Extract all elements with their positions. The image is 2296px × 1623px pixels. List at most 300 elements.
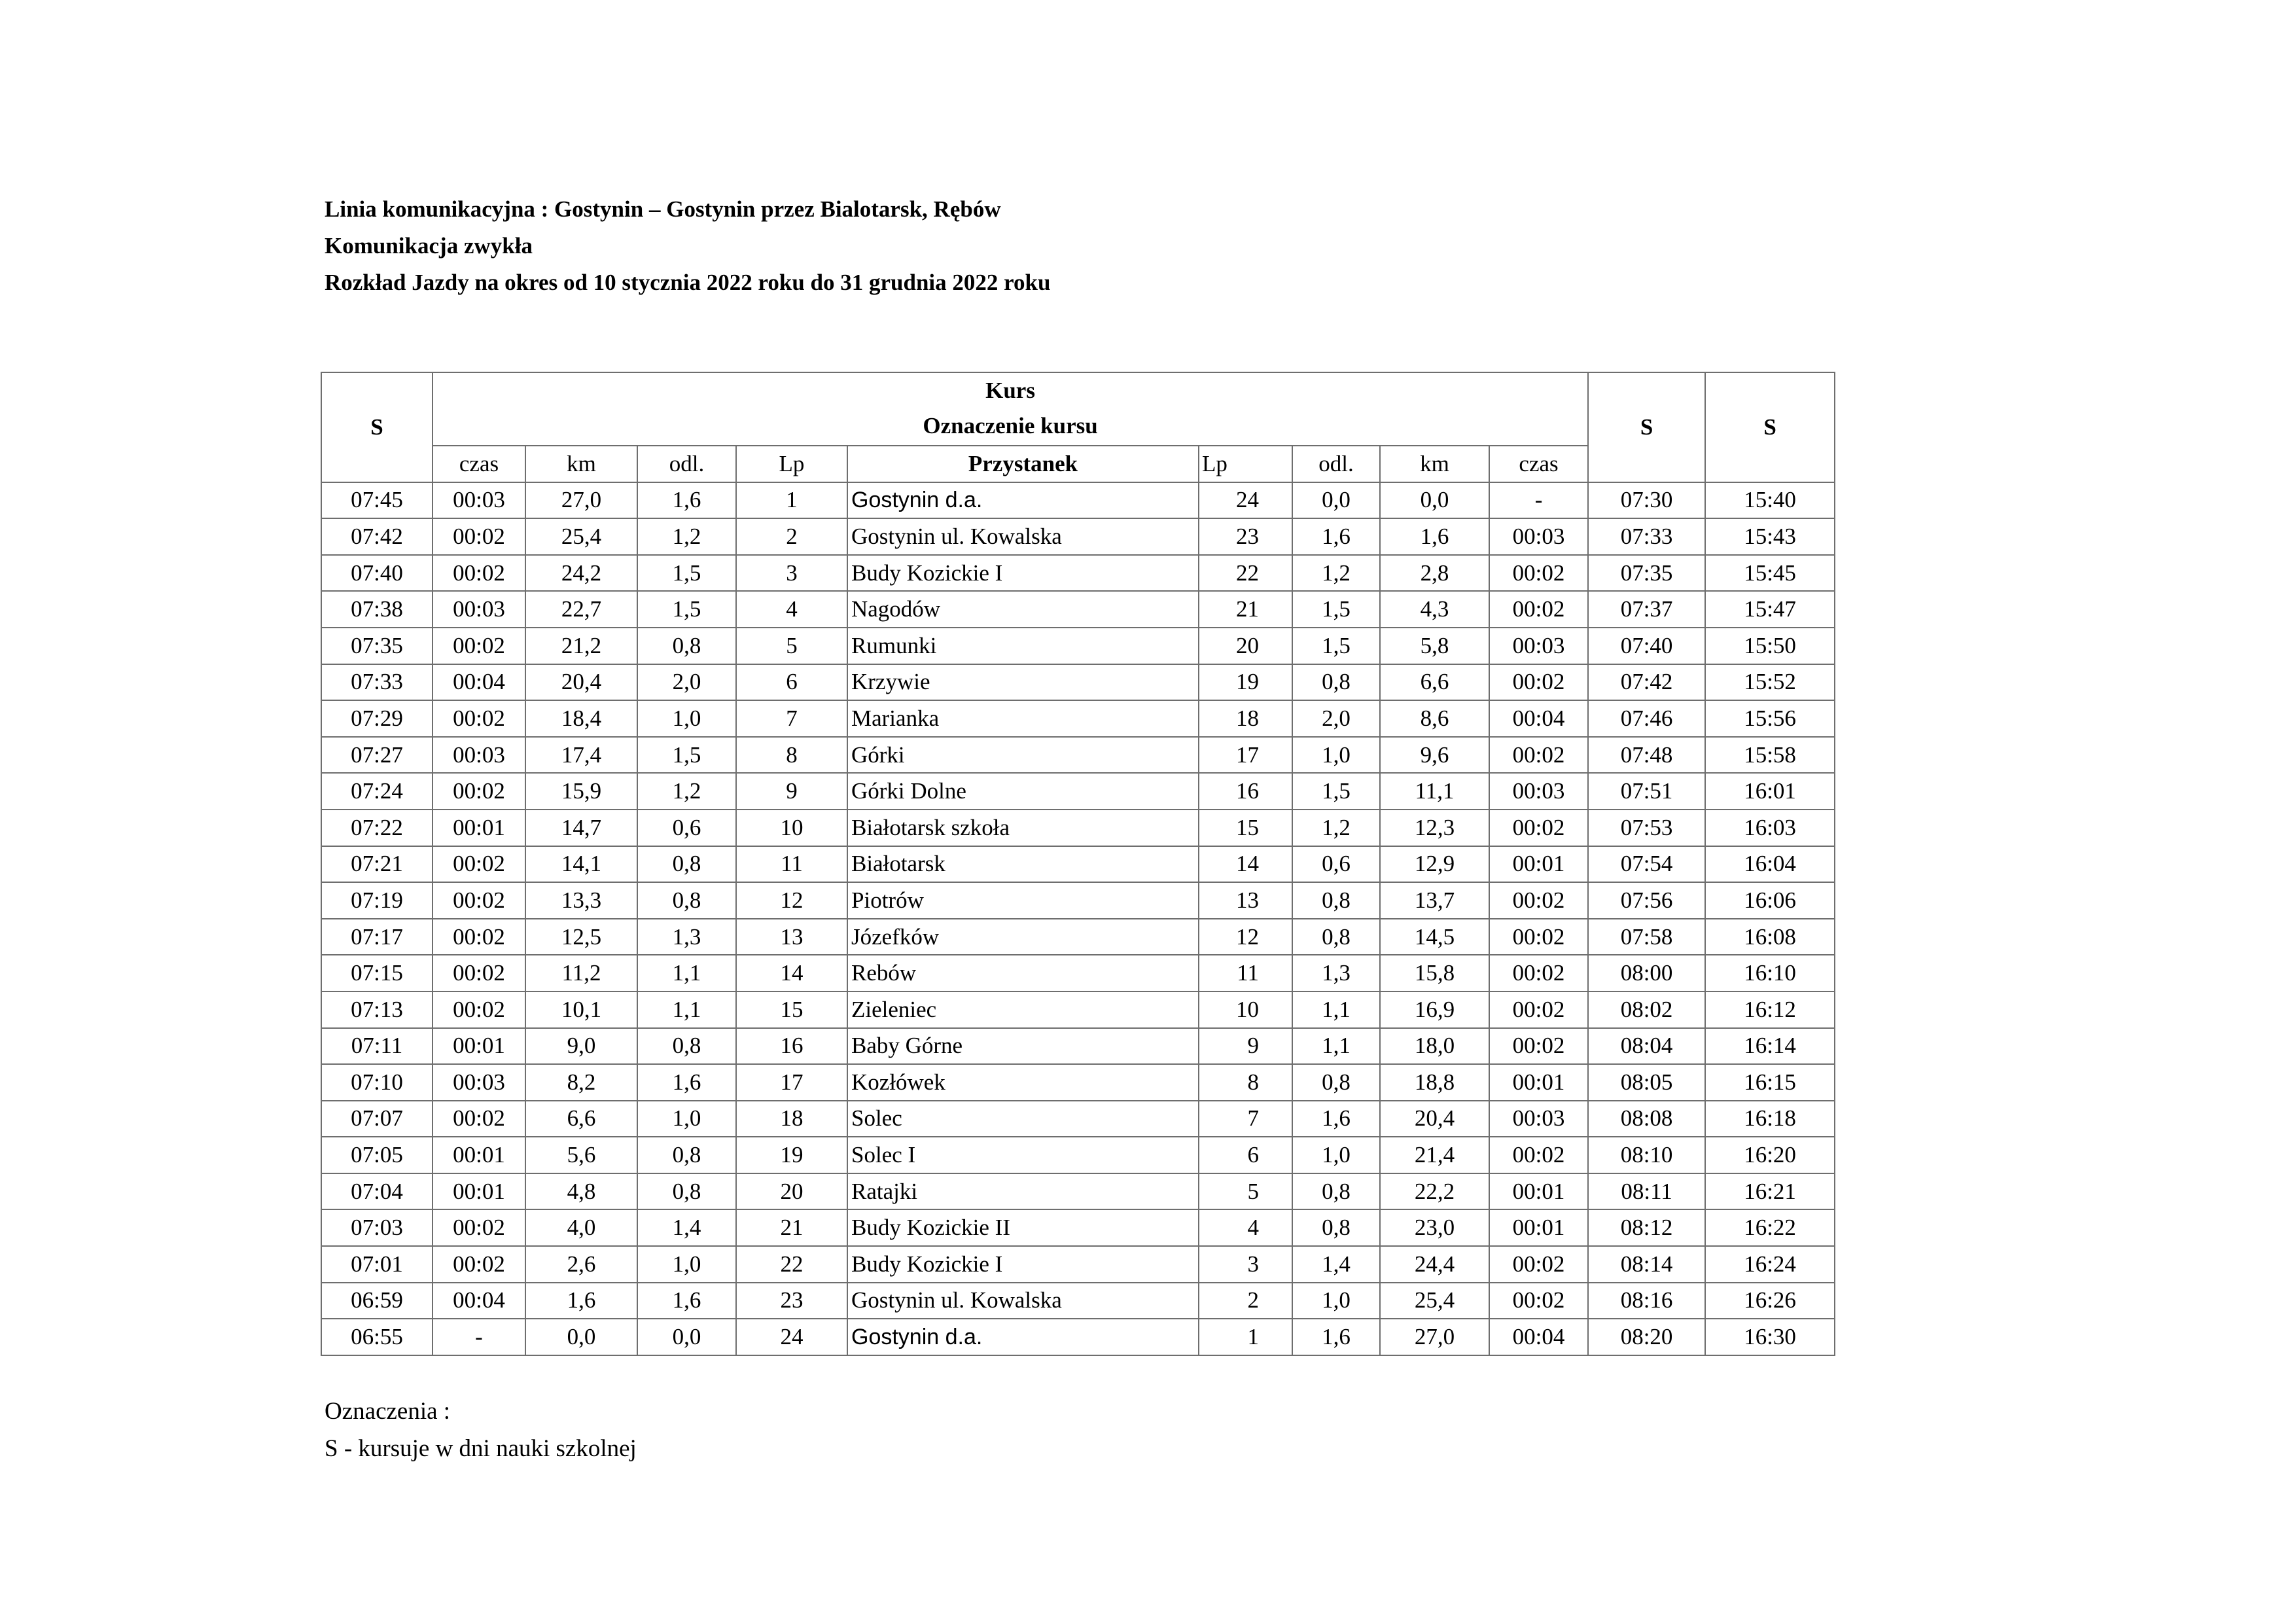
cell-km-return: 27,0: [1380, 1319, 1489, 1355]
cell-odl: 1,6: [637, 482, 736, 519]
table-row: [321, 1137, 1835, 1173]
cell-lp-return: 9: [1199, 1028, 1292, 1065]
table-row: [321, 1064, 1835, 1101]
cell-odl-return: 1,5: [1292, 591, 1380, 628]
cell-lp: 5: [736, 628, 847, 664]
validity-period: Rozkład Jazdy na okres od 10 stycznia 2022 roku do 31 grudnia 2022 roku: [325, 270, 1051, 295]
cell-km-return: 12,3: [1380, 810, 1489, 846]
timetable-body: [321, 482, 1835, 1355]
cell-stop: Górki: [847, 737, 1199, 774]
subheader-km: km: [525, 446, 637, 482]
cell-dep-s-right-2: 15:52: [1705, 664, 1835, 701]
cell-dep-s-left: 07:33: [321, 664, 433, 701]
cell-dep-s-right-1: 07:33: [1588, 518, 1705, 555]
cell-lp: 21: [736, 1209, 847, 1246]
table-row: [321, 1209, 1835, 1246]
cell-dep-s-right-1: 08:16: [1588, 1283, 1705, 1319]
cell-km: 22,7: [525, 591, 637, 628]
cell-czas: 00:01: [433, 1137, 525, 1173]
cell-dep-s-right-2: 16:24: [1705, 1246, 1835, 1283]
cell-km: 4,0: [525, 1209, 637, 1246]
cell-lp: 18: [736, 1101, 847, 1137]
cell-czas: 00:02: [433, 919, 525, 955]
cell-dep-s-right-2: 16:21: [1705, 1173, 1835, 1210]
cell-lp: 22: [736, 1246, 847, 1283]
col-s-right-2: S: [1705, 372, 1835, 482]
cell-dep-s-right-1: 08:04: [1588, 1028, 1705, 1065]
subheader-odl-return: odl.: [1292, 446, 1380, 482]
cell-dep-s-right-1: 07:42: [1588, 664, 1705, 701]
cell-lp: 17: [736, 1064, 847, 1101]
cell-km-return: 24,4: [1380, 1246, 1489, 1283]
cell-czas-return: -: [1489, 482, 1588, 519]
legend-title: Oznaczenia :: [325, 1398, 451, 1425]
cell-km: 17,4: [525, 737, 637, 774]
cell-lp-return: 7: [1199, 1101, 1292, 1137]
cell-lp-return: 15: [1199, 810, 1292, 846]
cell-stop: Solec I: [847, 1137, 1199, 1173]
table-row: [321, 1028, 1835, 1065]
kurs-label: Kurs: [985, 378, 1035, 403]
cell-dep-s-left: 07:13: [321, 991, 433, 1028]
table-row: [321, 882, 1835, 919]
cell-lp-return: 20: [1199, 628, 1292, 664]
cell-lp: 20: [736, 1173, 847, 1210]
cell-km-return: 13,7: [1380, 882, 1489, 919]
table-row: [321, 1319, 1835, 1355]
service-type: Komunikacja zwykła: [325, 233, 533, 259]
table-row: [321, 1283, 1835, 1319]
cell-dep-s-right-2: 16:15: [1705, 1064, 1835, 1101]
cell-odl: 1,0: [637, 1246, 736, 1283]
cell-lp: 16: [736, 1028, 847, 1065]
table-row: [321, 737, 1835, 774]
cell-km: 5,6: [525, 1137, 637, 1173]
cell-km-return: 4,3: [1380, 591, 1489, 628]
cell-odl: 1,2: [637, 518, 736, 555]
cell-stop: Budy Kozickie II: [847, 1209, 1199, 1246]
cell-lp-return: 6: [1199, 1137, 1292, 1173]
cell-odl: 1,6: [637, 1064, 736, 1101]
cell-lp-return: 18: [1199, 700, 1292, 737]
cell-lp-return: 12: [1199, 919, 1292, 955]
cell-czas: 00:02: [433, 628, 525, 664]
timetable: [321, 372, 1835, 1356]
cell-odl-return: 1,4: [1292, 1246, 1380, 1283]
cell-lp: 19: [736, 1137, 847, 1173]
cell-dep-s-right-1: 08:10: [1588, 1137, 1705, 1173]
cell-odl-return: 0,0: [1292, 482, 1380, 519]
cell-stop: Gostynin d.a.: [847, 1319, 1199, 1355]
cell-czas-return: 00:02: [1489, 1137, 1588, 1173]
cell-km: 13,3: [525, 882, 637, 919]
cell-dep-s-right-1: 08:05: [1588, 1064, 1705, 1101]
cell-dep-s-left: 07:07: [321, 1101, 433, 1137]
cell-dep-s-right-1: 08:14: [1588, 1246, 1705, 1283]
cell-dep-s-right-1: 07:35: [1588, 555, 1705, 592]
cell-stop: Górki Dolne: [847, 773, 1199, 810]
cell-odl-return: 1,2: [1292, 555, 1380, 592]
cell-czas-return: 00:04: [1489, 1319, 1588, 1355]
cell-lp-return: 22: [1199, 555, 1292, 592]
cell-czas-return: 00:01: [1489, 1064, 1588, 1101]
cell-odl: 0,8: [637, 1173, 736, 1210]
cell-km: 24,2: [525, 555, 637, 592]
cell-stop: Białotarsk szkoła: [847, 810, 1199, 846]
cell-czas: 00:02: [433, 555, 525, 592]
cell-dep-s-right-1: 08:02: [1588, 991, 1705, 1028]
cell-dep-s-left: 07:19: [321, 882, 433, 919]
cell-stop: Budy Kozickie I: [847, 555, 1199, 592]
cell-odl-return: 1,1: [1292, 1028, 1380, 1065]
cell-lp-return: 17: [1199, 737, 1292, 774]
cell-lp-return: 14: [1199, 846, 1292, 883]
cell-czas-return: 00:01: [1489, 1209, 1588, 1246]
cell-czas: 00:02: [433, 882, 525, 919]
cell-odl: 2,0: [637, 664, 736, 701]
cell-lp: 1: [736, 482, 847, 519]
cell-czas: 00:02: [433, 846, 525, 883]
cell-lp: 7: [736, 700, 847, 737]
cell-km-return: 0,0: [1380, 482, 1489, 519]
cell-odl-return: 1,3: [1292, 955, 1380, 991]
cell-odl-return: 1,0: [1292, 737, 1380, 774]
cell-czas: 00:02: [433, 1209, 525, 1246]
cell-czas-return: 00:02: [1489, 991, 1588, 1028]
subheader-lp: Lp: [736, 446, 847, 482]
cell-dep-s-right-1: 07:53: [1588, 810, 1705, 846]
cell-odl-return: 0,8: [1292, 664, 1380, 701]
cell-dep-s-right-1: 07:40: [1588, 628, 1705, 664]
cell-czas: 00:03: [433, 1064, 525, 1101]
cell-odl-return: 1,1: [1292, 991, 1380, 1028]
cell-odl-return: 0,8: [1292, 919, 1380, 955]
cell-lp: 6: [736, 664, 847, 701]
cell-dep-s-left: 07:22: [321, 810, 433, 846]
cell-km-return: 16,9: [1380, 991, 1489, 1028]
table-row: [321, 1246, 1835, 1283]
cell-odl-return: 1,5: [1292, 773, 1380, 810]
cell-dep-s-left: 07:15: [321, 955, 433, 991]
cell-odl: 1,5: [637, 591, 736, 628]
subheader-czas: czas: [433, 446, 525, 482]
cell-dep-s-right-1: 08:20: [1588, 1319, 1705, 1355]
subheader-km-return: km: [1380, 446, 1489, 482]
kurs-header: [433, 372, 1588, 446]
cell-km-return: 18,8: [1380, 1064, 1489, 1101]
cell-dep-s-right-1: 08:11: [1588, 1173, 1705, 1210]
cell-dep-s-left: 07:35: [321, 628, 433, 664]
table-row: [321, 628, 1835, 664]
cell-odl-return: 2,0: [1292, 700, 1380, 737]
cell-lp-return: 11: [1199, 955, 1292, 991]
cell-czas: 00:03: [433, 737, 525, 774]
cell-czas-return: 00:01: [1489, 1173, 1588, 1210]
cell-odl-return: 1,6: [1292, 1319, 1380, 1355]
cell-dep-s-right-2: 15:43: [1705, 518, 1835, 555]
cell-dep-s-left: 06:59: [321, 1283, 433, 1319]
cell-km: 18,4: [525, 700, 637, 737]
cell-czas: 00:01: [433, 1173, 525, 1210]
cell-czas-return: 00:03: [1489, 518, 1588, 555]
cell-dep-s-left: 07:40: [321, 555, 433, 592]
cell-km: 10,1: [525, 991, 637, 1028]
cell-dep-s-left: 07:29: [321, 700, 433, 737]
legend-item: S - kursuje w dni nauki szkolnej: [325, 1435, 637, 1462]
table-row: [321, 518, 1835, 555]
cell-dep-s-left: 07:10: [321, 1064, 433, 1101]
cell-lp-return: 24: [1199, 482, 1292, 519]
cell-lp: 9: [736, 773, 847, 810]
cell-dep-s-right-1: 07:58: [1588, 919, 1705, 955]
cell-km-return: 22,2: [1380, 1173, 1489, 1210]
cell-czas-return: 00:02: [1489, 591, 1588, 628]
cell-dep-s-right-1: 08:12: [1588, 1209, 1705, 1246]
cell-dep-s-right-2: 16:03: [1705, 810, 1835, 846]
cell-lp-return: 19: [1199, 664, 1292, 701]
cell-czas: 00:02: [433, 773, 525, 810]
cell-dep-s-right-2: 15:47: [1705, 591, 1835, 628]
cell-km: 21,2: [525, 628, 637, 664]
cell-stop: Gostynin ul. Kowalska: [847, 1283, 1199, 1319]
cell-lp-return: 8: [1199, 1064, 1292, 1101]
cell-lp: 23: [736, 1283, 847, 1319]
col-s-right-1: S: [1588, 372, 1705, 482]
cell-lp-return: 23: [1199, 518, 1292, 555]
cell-stop: Gostynin ul. Kowalska: [847, 518, 1199, 555]
cell-km-return: 15,8: [1380, 955, 1489, 991]
cell-dep-s-left: 07:05: [321, 1137, 433, 1173]
cell-stop: Kozłówek: [847, 1064, 1199, 1101]
cell-czas: 00:04: [433, 1283, 525, 1319]
table-row: [321, 1101, 1835, 1137]
table-row: [321, 1173, 1835, 1210]
cell-odl-return: 0,8: [1292, 1209, 1380, 1246]
cell-km: 12,5: [525, 919, 637, 955]
cell-czas-return: 00:02: [1489, 555, 1588, 592]
cell-dep-s-right-1: 07:54: [1588, 846, 1705, 883]
cell-dep-s-left: 07:24: [321, 773, 433, 810]
cell-dep-s-right-2: 16:04: [1705, 846, 1835, 883]
cell-czas-return: 00:02: [1489, 1283, 1588, 1319]
cell-czas-return: 00:03: [1489, 628, 1588, 664]
subheader-przystanek: Przystanek: [847, 446, 1199, 482]
cell-odl-return: 0,6: [1292, 846, 1380, 883]
cell-lp-return: 16: [1199, 773, 1292, 810]
cell-odl-return: 0,8: [1292, 882, 1380, 919]
cell-lp-return: 5: [1199, 1173, 1292, 1210]
cell-dep-s-right-1: 07:30: [1588, 482, 1705, 519]
cell-dep-s-left: 07:21: [321, 846, 433, 883]
cell-dep-s-right-2: 16:30: [1705, 1319, 1835, 1355]
cell-lp: 24: [736, 1319, 847, 1355]
oznaczenie-label: Oznaczenie kursu: [923, 413, 1098, 438]
cell-odl: 0,8: [637, 846, 736, 883]
table-row: [321, 555, 1835, 592]
subheader-lp-return: Lp: [1199, 446, 1292, 482]
cell-dep-s-right-2: 16:06: [1705, 882, 1835, 919]
table-row: [321, 810, 1835, 846]
cell-dep-s-right-1: 08:08: [1588, 1101, 1705, 1137]
cell-km: 14,7: [525, 810, 637, 846]
table-row: [321, 846, 1835, 883]
cell-km: 11,2: [525, 955, 637, 991]
cell-odl: 0,6: [637, 810, 736, 846]
cell-dep-s-right-1: 07:51: [1588, 773, 1705, 810]
cell-czas: 00:02: [433, 1101, 525, 1137]
cell-dep-s-right-2: 16:14: [1705, 1028, 1835, 1065]
cell-dep-s-left: 07:01: [321, 1246, 433, 1283]
cell-dep-s-left: 07:45: [321, 482, 433, 519]
cell-km: 4,8: [525, 1173, 637, 1210]
cell-odl-return: 1,0: [1292, 1283, 1380, 1319]
cell-km-return: 8,6: [1380, 700, 1489, 737]
cell-odl: 1,4: [637, 1209, 736, 1246]
cell-dep-s-right-2: 16:08: [1705, 919, 1835, 955]
cell-stop: Krzywie: [847, 664, 1199, 701]
cell-stop: Piotrów: [847, 882, 1199, 919]
cell-km: 27,0: [525, 482, 637, 519]
cell-lp-return: 10: [1199, 991, 1292, 1028]
table-row: [321, 955, 1835, 991]
cell-odl: 1,6: [637, 1283, 736, 1319]
cell-dep-s-right-2: 16:18: [1705, 1101, 1835, 1137]
cell-dep-s-left: 07:11: [321, 1028, 433, 1065]
cell-km-return: 6,6: [1380, 664, 1489, 701]
cell-dep-s-left: 07:04: [321, 1173, 433, 1210]
cell-km: 25,4: [525, 518, 637, 555]
cell-odl-return: 1,2: [1292, 810, 1380, 846]
cell-odl-return: 0,8: [1292, 1173, 1380, 1210]
cell-czas-return: 00:02: [1489, 1246, 1588, 1283]
cell-dep-s-right-2: 15:45: [1705, 555, 1835, 592]
cell-stop: Zieleniec: [847, 991, 1199, 1028]
cell-km-return: 2,8: [1380, 555, 1489, 592]
cell-stop: Nagodów: [847, 591, 1199, 628]
cell-dep-s-right-1: 07:48: [1588, 737, 1705, 774]
cell-km: 9,0: [525, 1028, 637, 1065]
cell-lp: 3: [736, 555, 847, 592]
table-row: [321, 919, 1835, 955]
cell-km-return: 1,6: [1380, 518, 1489, 555]
cell-km-return: 21,4: [1380, 1137, 1489, 1173]
cell-dep-s-right-1: 07:56: [1588, 882, 1705, 919]
cell-km-return: 25,4: [1380, 1283, 1489, 1319]
cell-dep-s-left: 07:27: [321, 737, 433, 774]
cell-odl: 1,1: [637, 955, 736, 991]
cell-dep-s-right-2: 16:12: [1705, 991, 1835, 1028]
cell-odl-return: 1,0: [1292, 1137, 1380, 1173]
cell-stop: Baby Górne: [847, 1028, 1199, 1065]
cell-czas: 00:02: [433, 991, 525, 1028]
cell-km: 20,4: [525, 664, 637, 701]
cell-dep-s-right-1: 07:46: [1588, 700, 1705, 737]
cell-km-return: 9,6: [1380, 737, 1489, 774]
cell-lp-return: 13: [1199, 882, 1292, 919]
col-s-left: S: [321, 372, 433, 482]
cell-dep-s-right-2: 15:50: [1705, 628, 1835, 664]
cell-stop: Białotarsk: [847, 846, 1199, 883]
cell-czas-return: 00:02: [1489, 1028, 1588, 1065]
cell-km: 8,2: [525, 1064, 637, 1101]
cell-czas: 00:03: [433, 482, 525, 519]
legend: [325, 1393, 637, 1467]
cell-czas: 00:04: [433, 664, 525, 701]
cell-km-return: 11,1: [1380, 773, 1489, 810]
cell-stop: Solec: [847, 1101, 1199, 1137]
table-row: [321, 773, 1835, 810]
cell-lp-return: 3: [1199, 1246, 1292, 1283]
cell-czas: 00:01: [433, 1028, 525, 1065]
cell-odl-return: 1,6: [1292, 1101, 1380, 1137]
cell-dep-s-right-1: 08:00: [1588, 955, 1705, 991]
cell-stop: Ratajki: [847, 1173, 1199, 1210]
cell-dep-s-right-2: 15:40: [1705, 482, 1835, 519]
cell-lp: 14: [736, 955, 847, 991]
cell-km-return: 5,8: [1380, 628, 1489, 664]
subheader-czas-return: czas: [1489, 446, 1588, 482]
cell-odl: 1,2: [637, 773, 736, 810]
cell-odl: 1,0: [637, 700, 736, 737]
table-row: [321, 482, 1835, 519]
cell-odl-return: 1,6: [1292, 518, 1380, 555]
document-header: [325, 191, 1051, 301]
cell-lp: 8: [736, 737, 847, 774]
cell-stop: Józefków: [847, 919, 1199, 955]
cell-lp-return: 21: [1199, 591, 1292, 628]
cell-stop: Rumunki: [847, 628, 1199, 664]
cell-lp: 13: [736, 919, 847, 955]
cell-czas-return: 00:02: [1489, 882, 1588, 919]
cell-czas-return: 00:02: [1489, 664, 1588, 701]
cell-odl: 0,0: [637, 1319, 736, 1355]
cell-czas-return: 00:02: [1489, 919, 1588, 955]
cell-km-return: 23,0: [1380, 1209, 1489, 1246]
cell-lp: 15: [736, 991, 847, 1028]
cell-lp: 11: [736, 846, 847, 883]
header-row-top: [321, 372, 1835, 446]
cell-czas: 00:03: [433, 591, 525, 628]
cell-czas: 00:02: [433, 518, 525, 555]
table-row: [321, 591, 1835, 628]
cell-dep-s-left: 07:03: [321, 1209, 433, 1246]
cell-dep-s-right-1: 07:37: [1588, 591, 1705, 628]
cell-odl-return: 1,5: [1292, 628, 1380, 664]
cell-czas-return: 00:01: [1489, 846, 1588, 883]
cell-czas-return: 00:02: [1489, 737, 1588, 774]
cell-lp-return: 2: [1199, 1283, 1292, 1319]
cell-czas: -: [433, 1319, 525, 1355]
cell-odl: 1,5: [637, 555, 736, 592]
cell-stop: Budy Kozickie I: [847, 1246, 1199, 1283]
cell-km: 1,6: [525, 1283, 637, 1319]
cell-czas-return: 00:02: [1489, 810, 1588, 846]
cell-dep-s-left: 07:42: [321, 518, 433, 555]
cell-km-return: 14,5: [1380, 919, 1489, 955]
cell-dep-s-right-2: 15:58: [1705, 737, 1835, 774]
cell-odl: 0,8: [637, 1137, 736, 1173]
cell-dep-s-right-2: 16:22: [1705, 1209, 1835, 1246]
cell-odl: 1,5: [637, 737, 736, 774]
cell-dep-s-right-2: 16:01: [1705, 773, 1835, 810]
cell-czas-return: 00:04: [1489, 700, 1588, 737]
cell-km: 2,6: [525, 1246, 637, 1283]
cell-odl: 1,1: [637, 991, 736, 1028]
cell-odl: 1,3: [637, 919, 736, 955]
cell-czas: 00:02: [433, 955, 525, 991]
cell-km: 0,0: [525, 1319, 637, 1355]
cell-czas-return: 00:03: [1489, 1101, 1588, 1137]
